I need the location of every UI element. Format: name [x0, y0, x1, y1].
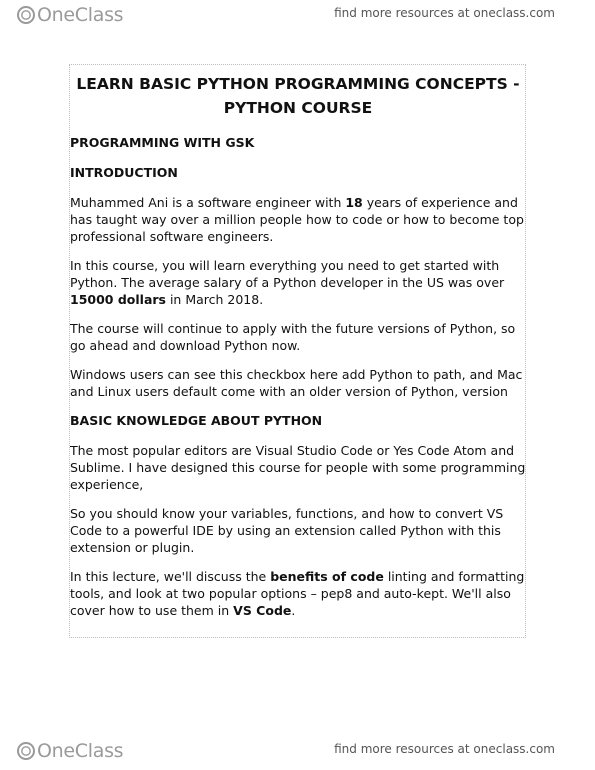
heading-programming-with-gsk: PROGRAMMING WITH GSK	[70, 135, 255, 150]
page-footer	[0, 736, 595, 766]
document-title	[70, 72, 526, 120]
title-line-2: PYTHON COURSE	[223, 99, 373, 117]
heading-basic-knowledge: BASIC KNOWLEDGE ABOUT PYTHON	[70, 413, 323, 428]
paragraph-future-versions: The course will continue to apply with the future versions of Python, so go ahead and download Python now.	[70, 321, 516, 353]
oneclass-logo-footer[interactable]	[16, 739, 123, 763]
paragraph-windows-users: Windows users can see this checkbox here add Python to path, and Mac and Linux users default come with an older version of Python, version	[70, 367, 523, 399]
title-line-1: LEARN BASIC PYTHON PROGRAMMING CONCEPTS -	[76, 75, 520, 93]
logo-text: OneClass	[37, 4, 124, 26]
paragraph-editors: The most popular editors are Visual Studio Code or Yes Code Atom and Sublime. I have designed this course for people with some programming experience,	[70, 443, 526, 492]
logo-text: OneClass	[37, 740, 124, 762]
paragraph-linting: In this lecture, we'll discuss the benefits of code linting and formatting tools, and look at two popular options – pep8 and auto-kept. We'll also cover how to use them in VS Code.	[70, 569, 525, 618]
paragraph-salary: In this course, you will learn everything you need to get started with Python. The average salary of a Python developer in the US was over 15000 dollars in March 2018.	[70, 258, 505, 307]
oneclass-o-icon	[16, 5, 36, 25]
find-resources-link-footer[interactable]: find more resources at oneclass.com	[334, 742, 555, 756]
find-resources-link[interactable]: find more resources at oneclass.com	[334, 6, 555, 20]
page-header	[0, 0, 595, 30]
heading-introduction: INTRODUCTION	[70, 165, 178, 180]
oneclass-logo[interactable]	[16, 3, 123, 27]
paragraph-author: Muhammed Ani is a software engineer with 18 years of experience and has taught way over a million people how to code or how to become top professional software engineers.	[70, 195, 524, 244]
document-body	[70, 72, 526, 619]
paragraph-variables: So you should know your variables, functions, and how to convert VS Code to a powerful IDE by using an extension called Python with this extension or plugin.	[70, 506, 504, 555]
oneclass-o-icon	[16, 741, 36, 761]
